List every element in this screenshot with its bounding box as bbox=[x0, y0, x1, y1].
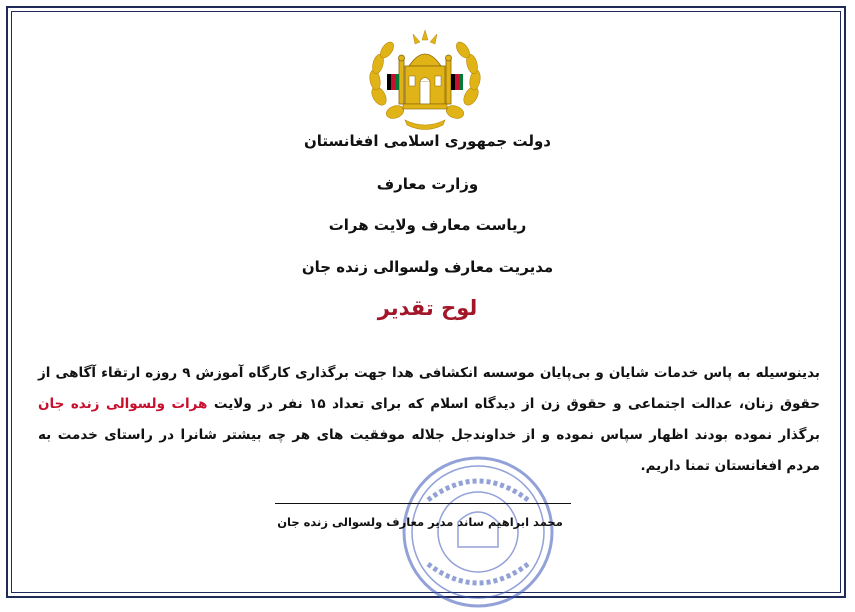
body-text-part1: بدینوسیله به پاس خدمات شایان و بی‌پایان موسسه انکشافی هدا جهت برگذاری کارگاه آموزش ۹ روزه ارتقاء آگاهی از حقوق زنان، عدالت اجتماعی و حقوق زن از دیدگاه اسلام که برای تعداد ۱۵ نفر در ولایت bbox=[38, 365, 820, 412]
government-heading: دولت جمهوری اسلامی افغانستان bbox=[303, 132, 552, 150]
signature-line bbox=[275, 503, 571, 504]
national-emblem-icon bbox=[365, 26, 485, 132]
certificate-body bbox=[38, 358, 820, 482]
ministry-heading: وزارت معارف bbox=[376, 175, 479, 193]
certificate-title: لوح تقدیر bbox=[377, 296, 478, 320]
body-text-part2: برگذار نموده بودند اظهار سپاس نموده و از خداوندجل جلاله موفقیت های هر چه بیشتر شانرا در راستای خدمت به مردم افغانستان تمنا داریم. bbox=[38, 427, 820, 474]
highlight-location: هرات ولسوالی زنده جان bbox=[38, 396, 208, 412]
directorate-heading: ریاست معارف ولایت هرات bbox=[328, 216, 527, 234]
district-heading: مدیریت معارف ولسوالی زنده جان bbox=[301, 258, 554, 276]
signatory-name: محمد ابراهیم ساند مدیر معارف ولسوالی زنده جان bbox=[277, 515, 563, 529]
